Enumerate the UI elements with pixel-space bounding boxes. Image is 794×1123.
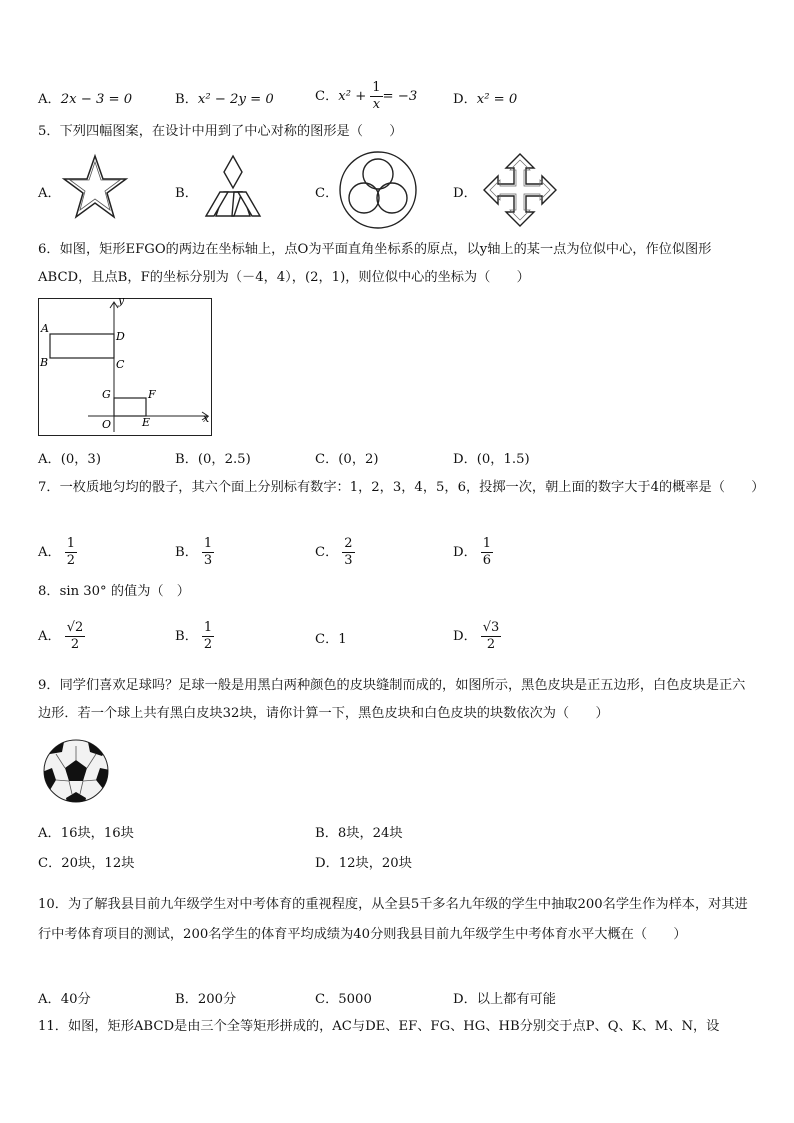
q10-option-a: A．40分 — [38, 992, 91, 1007]
q6-option-b: B．(0，2.5) — [175, 452, 251, 467]
q8-option-b: B． $\frac{1}{2}$ — [175, 620, 213, 652]
q6-option-c: C．(0，2) — [315, 452, 379, 467]
label-b: B — [40, 356, 49, 369]
circles-figure — [338, 150, 418, 230]
q4-option-b: B．x² − 2y = 0 — [175, 92, 274, 107]
q4-option-c: C．x² + $\frac{1}{x}$ = −3 — [315, 80, 418, 112]
q9-option-d: D．12块，20块 — [315, 856, 412, 871]
label-f: F — [148, 388, 156, 401]
label-g: G — [102, 388, 111, 401]
q5-option-a: A． — [38, 186, 61, 201]
q5-option-d: D． — [453, 186, 477, 201]
q5-option-b: B． — [175, 186, 198, 201]
q4-option-a: A．2x − 3 = 0 — [38, 92, 133, 107]
q9-option-b: B．8块，24块 — [315, 826, 403, 841]
label-e: E — [142, 416, 151, 429]
soccer-ball-figure — [42, 738, 110, 804]
q11-stem: 11．如图，矩形ABCD是由三个全等矩形拼成的，AC与DE、EF、FG、HG、HB分别交于点P、Q、K、M、N，设 — [38, 1019, 720, 1034]
q9-option-c: C．20块，12块 — [38, 856, 135, 871]
q10-stem: 10．为了解我县目前九年级学生对中考体育的重视程度，从全县5千多名九年级的学生中抽取200名学生作为样本，对其进行中考体育项目的测试，200名学生的体育平均成绩为40分则我县目前九年级学生中考体育水平大概在（ ） — [38, 897, 748, 942]
star-figure — [62, 152, 128, 222]
q7-stem: 7．一枚质地匀均的骰子，其六个面上分别标有数字：1，2，3，4，5，6，投掷一次，朝上面的数字大于4的概率是（ ） — [38, 480, 765, 495]
q8-option-a: A． $\frac{√2}{2}$ — [38, 620, 84, 652]
q5-option-c: C． — [315, 186, 339, 201]
label-c: C — [116, 358, 125, 371]
q9-stem: 9．同学们喜欢足球吗？足球一般是用黑白两种颜色的皮块缝制而成的，如图所示，黑色皮块是正五边形，白色皮块是正六边形．若一个球上共有黑白皮块32块，请你计算一下，黑色皮块和白色皮块的块数依次为（ ） — [38, 678, 746, 721]
q7-option-a: A． $\frac{1}{2}$ — [38, 536, 75, 568]
q10-option-d: D．以上都有可能 — [453, 992, 556, 1007]
q10-option-b: B．200分 — [175, 992, 237, 1007]
q5-stem: 5．下列四幅图案，在设计中用到了中心对称的图形是（ ） — [38, 124, 403, 139]
q10-option-c: C．5000 — [315, 992, 372, 1007]
label-y: y — [118, 294, 125, 307]
label-o: O — [102, 418, 112, 431]
q6-stem: 6．如图，矩形EFGO的两边在坐标轴上，点O为平面直角坐标系的原点，以y轴上的某一点为位似中心，作位似图形ABCD，且点B，F的坐标分别为（－4，4），(2，1)，则位似中心的坐标为（ ） — [38, 242, 712, 285]
q8-option-d: D． $\frac{√3}{2}$ — [453, 620, 500, 652]
label-x: x — [203, 412, 210, 425]
diamond-figure — [198, 152, 268, 222]
q4-option-d: D．x² = 0 — [453, 92, 518, 107]
q9-option-a: A．16块，16块 — [38, 826, 134, 841]
q7-option-c: C． $\frac{2}{3}$ — [315, 536, 353, 568]
q7-option-d: D． $\frac{1}{6}$ — [453, 536, 492, 568]
q8-option-c: C．1 — [315, 632, 347, 647]
q8-stem: 8．sin 30° 的值为（ ） — [38, 584, 190, 599]
coordinate-figure — [38, 294, 212, 436]
q7-option-b: B． $\frac{1}{3}$ — [175, 536, 213, 568]
q6-option-a: A．(0，3) — [38, 452, 101, 467]
arrows-figure — [480, 152, 560, 228]
label-d: D — [116, 330, 125, 343]
q6-option-d: D．(0，1.5) — [453, 452, 530, 467]
label-a: A — [41, 322, 49, 335]
